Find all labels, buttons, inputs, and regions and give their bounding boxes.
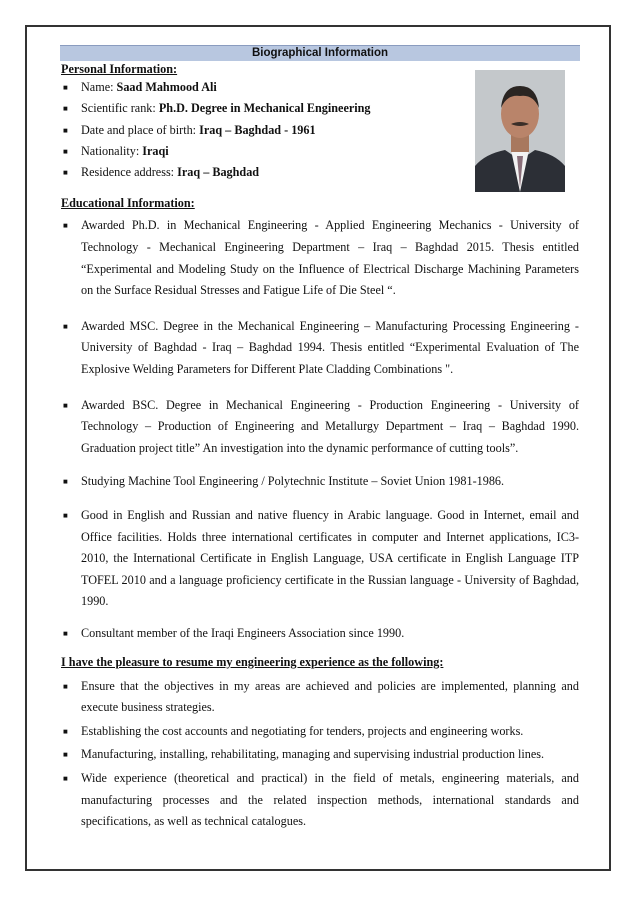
personal-info-value: Iraq – Baghdad - 1961	[199, 122, 316, 137]
education-item	[61, 316, 579, 381]
education-item	[61, 395, 579, 460]
experience-item-text: Manufacturing, installing, rehabilitating, managing and supervising industrial production lines.	[81, 747, 545, 762]
bullet-icon: ■	[63, 773, 68, 783]
bullet-icon: ■	[63, 168, 68, 178]
experience-item	[61, 721, 579, 743]
personal-info-heading: Personal Information:	[61, 62, 178, 76]
bullet-icon: ■	[63, 400, 68, 410]
personal-info-item	[61, 77, 476, 98]
experience-heading: I have the pleasure to resume my engineering experience as the following:	[61, 654, 444, 669]
personal-info-value: Iraqi	[142, 143, 169, 158]
personal-info-value: Iraq – Baghdad	[177, 165, 260, 180]
document-body	[61, 62, 579, 833]
personal-info-label: Scientific rank:	[81, 101, 159, 116]
education-item-text: Studying Machine Tool Engineering / Polytechnic Institute – Soviet Union 1981-1986.	[81, 474, 505, 489]
bullet-icon: ■	[63, 726, 68, 736]
bullet-icon: ■	[63, 681, 68, 691]
section-title: Biographical Information	[60, 45, 580, 61]
bullet-icon: ■	[63, 628, 68, 638]
personal-info-item	[61, 162, 476, 183]
experience-list	[61, 676, 579, 833]
bullet-icon: ■	[63, 221, 68, 231]
education-item-text: Consultant member of the Iraqi Engineers Association since 1990.	[81, 625, 405, 640]
education-item-text: Awarded Ph.D. in Mechanical Engineering - Applied Engineering Mechanics - University of Technology - Mechanical Engineering Department – Iraq – Baghdad 2015. Thesis entitled “Experimental and Modeling Study on the Influence of Electrical Discharge Machining Parameters on the Surface Residual Stresses and Fatigue Life of Die Steel “.	[81, 218, 579, 298]
experience-item	[61, 744, 579, 766]
personal-info-label: Date and place of birth:	[81, 122, 200, 137]
experience-item-text: Ensure that the objectives in my areas are achieved and policies are implemented, planning and execute business strategies.	[81, 678, 579, 715]
personal-info-item	[61, 98, 476, 119]
bullet-icon: ■	[63, 125, 68, 135]
bullet-icon: ■	[63, 321, 68, 331]
personal-info-item	[61, 141, 476, 162]
educational-info-heading: Educational Information:	[61, 196, 195, 211]
education-item	[61, 505, 579, 613]
personal-info-label: Nationality:	[81, 143, 143, 158]
bullet-icon: ■	[63, 83, 68, 92]
education-item	[61, 215, 579, 301]
personal-info-item	[61, 120, 476, 141]
bullet-icon: ■	[63, 750, 68, 760]
education-item	[61, 471, 579, 493]
experience-item-text: Wide experience (theoretical and practical) in the field of metals, engineering materials, and manufacturing processes and the related inspection methods, international standards and specifications, as well as technical catalogues.	[81, 770, 579, 829]
bullet-icon: ■	[63, 146, 68, 156]
bullet-icon: ■	[63, 511, 68, 521]
personal-info-label: Name:	[81, 80, 117, 94]
experience-item	[61, 676, 579, 719]
education-item-text: Good in English and Russian and native fluency in Arabic language. Good in Internet, email and Office facilities. Holds three international certificates in computer and Internet applications, IC3-2010, the International Certificate in English Language, USA certificate in English Language ITP TOFEL 2010 and a language proficiency certificate in the Russian language - University of Baghdad, 1990.	[81, 508, 579, 609]
bullet-icon: ■	[63, 104, 68, 114]
personal-info-value: Ph.D. Degree in Mechanical Engineering	[158, 101, 371, 116]
experience-item-text: Establishing the cost accounts and negotiating for tenders, projects and engineering works.	[81, 723, 524, 738]
educational-info-list	[61, 215, 579, 644]
personal-info-value: Saad Mahmood Ali	[116, 80, 217, 94]
personal-info-label: Residence address:	[81, 165, 178, 180]
education-item	[61, 623, 579, 645]
education-item-text: Awarded MSC. Degree in the Mechanical Engineering – Manufacturing Processing Engineering - University of Baghdad - Iraq – Baghdad 1994. Thesis entitled “Experimental Evaluation of The Explosive Welding Parameters for Different Plate Cladding Combinations ".	[81, 318, 579, 377]
personal-info-list	[61, 77, 476, 183]
experience-item	[61, 768, 579, 833]
bullet-icon: ■	[63, 477, 68, 487]
education-item-text: Awarded BSC. Degree in Mechanical Engineering - Production Engineering - University of Technology – Production of Engineering and Metallurgy Department – Iraq – Baghdad 1990. Graduation project title” An investigation into the dynamic performance of cutting tools”.	[81, 397, 579, 455]
